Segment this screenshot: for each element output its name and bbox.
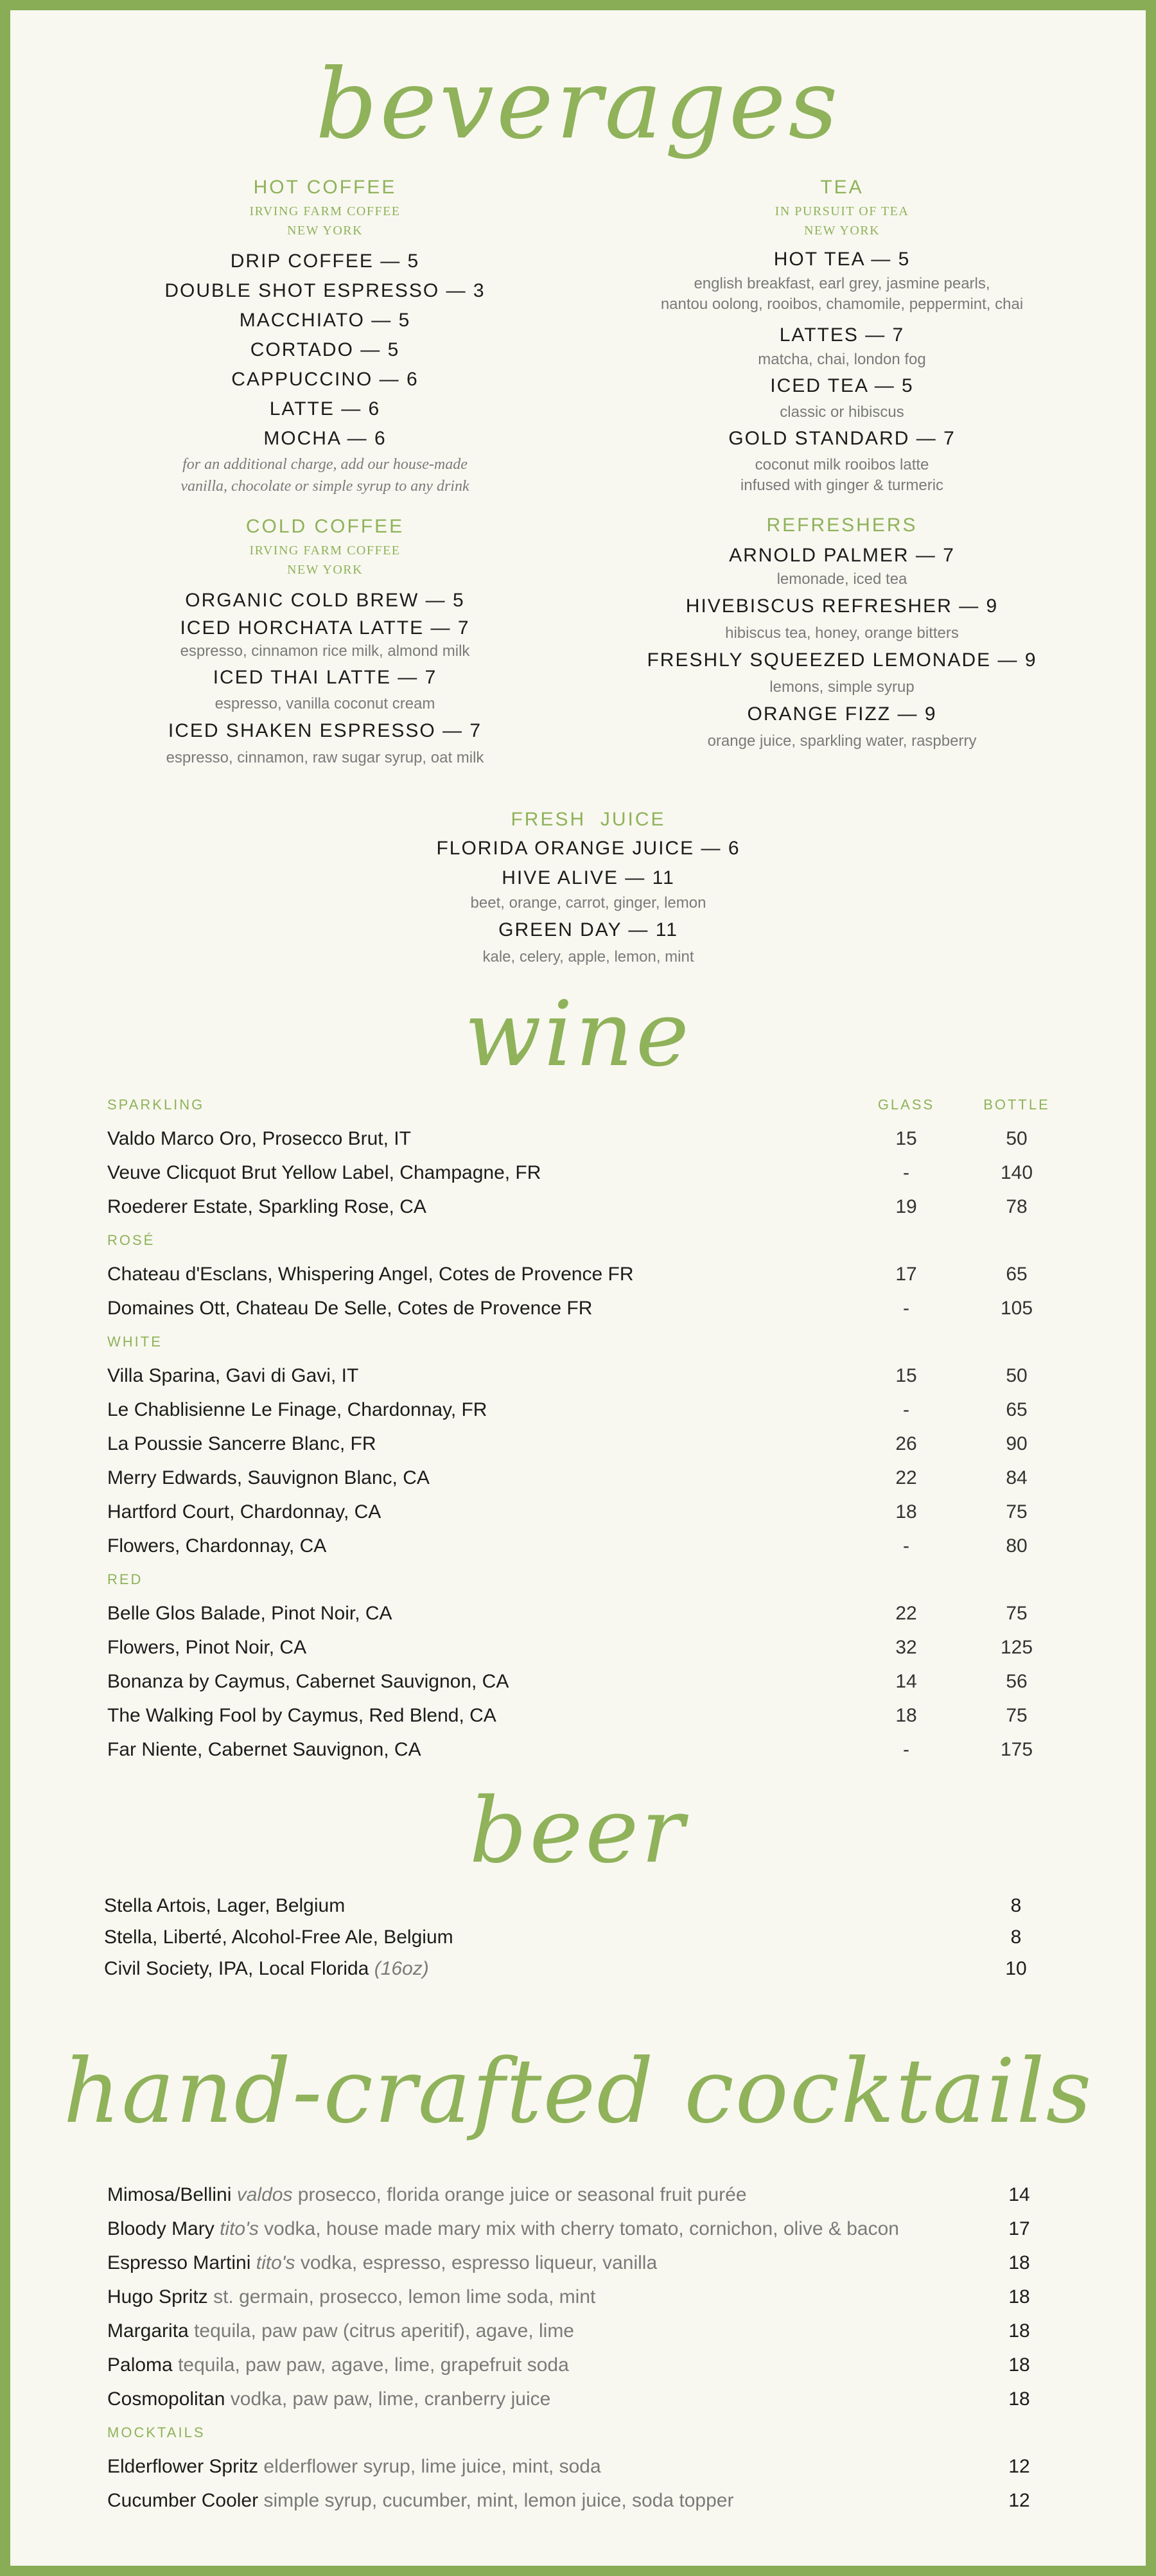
wine-name: Far Niente, Cabernet Sauvignon, CA xyxy=(107,1739,421,1760)
fresh-juice-section xyxy=(331,806,845,967)
fresh-juice-heading: FRESH JUICE xyxy=(511,809,666,830)
cocktail-row xyxy=(107,2280,1058,2314)
bottle-price: 90 xyxy=(1006,1433,1028,1454)
hot-coffee-section xyxy=(107,173,543,768)
menu-item: CORTADO — 5 xyxy=(250,339,400,360)
wine-row xyxy=(107,1596,1058,1630)
mocktail-row xyxy=(107,2449,1058,2483)
wine-name: The Walking Fool by Caymus, Red Blend, CA xyxy=(107,1705,496,1726)
cocktail-row xyxy=(107,2314,1058,2348)
menu-item-desc: lemons, simple syrup xyxy=(769,678,915,696)
hot-coffee-note: for an additional charge, add our house-made xyxy=(182,456,468,473)
wine-category-red xyxy=(107,1563,1058,1596)
bottle-price: 75 xyxy=(1006,1501,1028,1522)
wine-row xyxy=(107,1664,1058,1698)
wine-category-rose xyxy=(107,1224,1058,1257)
menu-item-desc: espresso, cinnamon rice milk, almond milk xyxy=(180,642,470,660)
cocktail-desc: st. germain, prosecco, lemon lime soda, mint xyxy=(213,2286,596,2307)
cocktail-price: 14 xyxy=(1008,2184,1030,2205)
wine-name: Le Chablisienne Le Finage, Chardonnay, FR xyxy=(107,1399,487,1420)
beer-size: (16oz) xyxy=(374,1958,429,1979)
wine-row xyxy=(107,1291,1058,1325)
menu-item-desc: classic or hibiscus xyxy=(780,403,904,421)
glass-price: 32 xyxy=(895,1637,917,1658)
bottle-price: 175 xyxy=(1000,1739,1033,1760)
menu-item: DRIP COFFEE — 5 xyxy=(230,251,420,272)
hot-coffee-roaster: IRVING FARM COFFEE xyxy=(249,204,401,218)
cocktail-name: Margarita xyxy=(107,2320,189,2342)
cocktail-desc: vodka, espresso, espresso liqueur, vanilla xyxy=(300,2252,658,2273)
cocktail-price: 18 xyxy=(1008,2286,1030,2307)
menu-item: GOLD STANDARD — 7 xyxy=(728,428,956,449)
wine-name: Villa Sparina, Gavi di Gavi, IT xyxy=(107,1365,359,1386)
cold-coffee-location: NEW YORK xyxy=(286,563,363,577)
cocktail-brand: valdos xyxy=(236,2184,293,2205)
menu-item-desc: orange juice, sparkling water, raspberry xyxy=(707,732,977,750)
bottle-price: 65 xyxy=(1006,1399,1028,1420)
beer-row xyxy=(104,1921,1055,1953)
menu-item-desc: lemonade, iced tea xyxy=(776,570,907,588)
wine-row xyxy=(107,1461,1058,1495)
menu-item-desc: english breakfast, earl grey, jasmine pearls, xyxy=(694,275,990,292)
glass-price: 14 xyxy=(895,1671,917,1692)
cocktail-price: 18 xyxy=(1008,2354,1030,2376)
tea-supplier: IN PURSUIT OF TEA xyxy=(775,204,909,218)
glass-price: 18 xyxy=(895,1705,917,1726)
glass-price: 22 xyxy=(895,1467,917,1488)
glass-price: 15 xyxy=(895,1128,917,1149)
beverages-title: beverages xyxy=(315,49,841,161)
mocktail-name: Elderflower Spritz xyxy=(107,2456,259,2477)
menu-item-desc: nantou oolong, rooibos, chamomile, peppermint, chai xyxy=(660,296,1024,313)
wine-title: wine xyxy=(464,982,692,1087)
mocktail-desc: simple syrup, cucumber, mint, lemon juice, soda topper xyxy=(263,2490,734,2511)
bottle-column-header: BOTTLE xyxy=(983,1097,1050,1113)
glass-price: 15 xyxy=(895,1365,917,1386)
menu-item: FRESHLY SQUEEZED LEMONADE — 9 xyxy=(647,649,1037,671)
hot-coffee-heading: HOT COFFEE xyxy=(253,177,397,198)
beer-title: beer xyxy=(469,1779,687,1883)
menu-item: LATTES — 7 xyxy=(779,324,905,346)
bottle-price: 75 xyxy=(1006,1705,1028,1726)
refreshers-heading: REFRESHERS xyxy=(766,515,918,536)
menu-item: ICED THAI LATTE — 7 xyxy=(213,667,437,688)
wine-category-sparkling xyxy=(107,1088,1058,1122)
category-label: WHITE xyxy=(107,1334,162,1350)
mocktail-desc: elderflower syrup, lime juice, mint, soda xyxy=(263,2456,601,2477)
wine-name: Flowers, Chardonnay, CA xyxy=(107,1535,327,1557)
bottle-price: 50 xyxy=(1006,1365,1028,1386)
cocktail-row xyxy=(107,2246,1058,2280)
cocktail-desc: prosecco, florida orange juice or seasonal fruit purée xyxy=(297,2184,747,2205)
mocktails-heading xyxy=(107,2416,1058,2449)
wine-name: Veuve Clicquot Brut Yellow Label, Champagne, FR xyxy=(107,1162,541,1183)
menu-item: DOUBLE SHOT ESPRESSO — 3 xyxy=(164,280,486,301)
menu-item: ARNOLD PALMER — 7 xyxy=(729,545,955,566)
bottle-price: 75 xyxy=(1006,1603,1028,1624)
glass-price: - xyxy=(903,1298,909,1319)
wine-name: Hartford Court, Chardonnay, CA xyxy=(107,1501,381,1522)
menu-item-desc: beet, orange, carrot, ginger, lemon xyxy=(470,894,706,912)
bottle-price: 78 xyxy=(1006,1196,1028,1217)
menu-item: HOT TEA — 5 xyxy=(773,249,911,270)
wine-row xyxy=(107,1257,1058,1291)
category-label: MOCKTAILS xyxy=(107,2424,206,2440)
glass-price: - xyxy=(903,1535,909,1557)
tea-location: NEW YORK xyxy=(803,224,880,238)
menu-item: ICED TEA — 5 xyxy=(770,375,914,396)
wine-row xyxy=(107,1359,1058,1393)
menu-item: LATTE — 6 xyxy=(269,398,381,419)
wine-row xyxy=(107,1190,1058,1224)
cocktail-row xyxy=(107,2382,1058,2416)
wine-row xyxy=(107,1529,1058,1563)
wine-row xyxy=(107,1122,1058,1156)
beer-name: Stella, Liberté, Alcohol-Free Ale, Belgium xyxy=(104,1927,453,1948)
cocktail-desc: tequila, paw paw (citrus aperitif), agave, lime xyxy=(194,2320,574,2342)
glass-price: - xyxy=(903,1399,909,1420)
beer-row xyxy=(104,1953,1055,1984)
cocktail-name: Mimosa/Bellini xyxy=(107,2184,232,2205)
cocktail-price: 18 xyxy=(1008,2252,1030,2273)
category-label: SPARKLING xyxy=(107,1097,205,1113)
cocktail-row xyxy=(107,2348,1058,2382)
category-label: ROSÉ xyxy=(107,1232,155,1248)
glass-price: - xyxy=(903,1162,909,1183)
cocktail-name: Hugo Spritz xyxy=(107,2286,208,2307)
wine-name: Belle Glos Balade, Pinot Noir, CA xyxy=(107,1603,392,1624)
bottle-price: 50 xyxy=(1006,1128,1028,1149)
glass-price: 18 xyxy=(895,1501,917,1522)
beer-name: Stella Artois, Lager, Belgium xyxy=(104,1895,346,1916)
beer-row xyxy=(104,1890,1055,1921)
menu-item-desc: hibiscus tea, honey, orange bitters xyxy=(725,624,959,642)
cocktail-brand: tito's xyxy=(256,2252,295,2273)
wine-name: Roederer Estate, Sparkling Rose, CA xyxy=(107,1196,426,1217)
cocktail-row xyxy=(107,2178,1058,2212)
wine-list xyxy=(107,1088,1058,1767)
cocktail-desc: vodka, paw paw, lime, cranberry juice xyxy=(230,2388,551,2410)
wine-row xyxy=(107,1427,1058,1461)
menu-item: FLORIDA ORANGE JUICE — 6 xyxy=(436,838,740,859)
menu-item: GREEN DAY — 11 xyxy=(498,919,678,940)
wine-row xyxy=(107,1698,1058,1733)
tea-section xyxy=(611,173,1073,752)
glass-price: 22 xyxy=(895,1603,917,1624)
mocktail-price: 12 xyxy=(1008,2490,1030,2511)
cold-coffee-roaster: IRVING FARM COFFEE xyxy=(249,543,401,558)
cocktail-desc: vodka, house made mary mix with cherry tomato, cornichon, olive & bacon xyxy=(264,2218,899,2239)
beer-name: Civil Society, IPA, Local Florida xyxy=(104,1958,369,1979)
hot-coffee-location: NEW YORK xyxy=(286,224,363,238)
category-label: RED xyxy=(107,1571,143,1587)
menu-item-desc: espresso, cinnamon, raw sugar syrup, oat milk xyxy=(166,749,484,766)
cocktail-name: Paloma xyxy=(107,2354,173,2376)
mocktail-price: 12 xyxy=(1008,2456,1030,2477)
menu-item: MACCHIATO — 5 xyxy=(239,310,411,331)
bottle-price: 105 xyxy=(1000,1298,1033,1319)
cocktail-price: 17 xyxy=(1008,2218,1030,2239)
beer-list xyxy=(104,1890,1055,1984)
beer-price: 8 xyxy=(1010,1927,1022,1948)
bottle-price: 65 xyxy=(1006,1264,1028,1285)
cocktail-price: 18 xyxy=(1008,2388,1030,2410)
mocktail-name: Cucumber Cooler xyxy=(107,2490,259,2511)
wine-name: Valdo Marco Oro, Prosecco Brut, IT xyxy=(107,1128,411,1149)
menu-item-desc: infused with ginger & turmeric xyxy=(740,477,944,494)
menu-item: CAPPUCCINO — 6 xyxy=(231,369,419,390)
wine-name: Chateau d'Esclans, Whispering Angel, Cotes de Provence FR xyxy=(107,1264,634,1285)
wine-name: Flowers, Pinot Noir, CA xyxy=(107,1637,307,1658)
menu-item: ORANGE FIZZ — 9 xyxy=(747,703,937,725)
beer-price: 8 xyxy=(1010,1895,1022,1916)
menu-item: ORGANIC COLD BREW — 5 xyxy=(185,590,465,611)
cocktail-name: Espresso Martini xyxy=(107,2252,251,2273)
wine-category-white xyxy=(107,1325,1058,1359)
menu-item: MOCHA — 6 xyxy=(263,428,387,449)
menu-item: HIVEBISCUS REFRESHER — 9 xyxy=(685,595,999,617)
glass-column-header: GLASS xyxy=(877,1097,935,1113)
cocktail-list xyxy=(107,2178,1058,2518)
menu-item: HIVE ALIVE — 11 xyxy=(502,867,675,888)
bottle-price: 56 xyxy=(1006,1671,1028,1692)
wine-name: Bonanza by Caymus, Cabernet Sauvignon, CA xyxy=(107,1671,509,1692)
glass-price: 19 xyxy=(895,1196,917,1217)
cocktail-name: Bloody Mary xyxy=(107,2218,215,2239)
mocktail-row xyxy=(107,2483,1058,2518)
cocktail-brand: tito's xyxy=(220,2218,259,2239)
wine-row xyxy=(107,1630,1058,1664)
menu-page xyxy=(10,10,1146,2566)
cocktail-desc: tequila, paw paw, agave, lime, grapefruit soda xyxy=(178,2354,569,2376)
cocktails-title: hand-crafted cocktails xyxy=(63,2040,1093,2143)
wine-name: La Poussie Sancerre Blanc, FR xyxy=(107,1433,376,1454)
menu-item: ICED HORCHATA LATTE — 7 xyxy=(180,617,470,639)
cocktail-row xyxy=(107,2212,1058,2246)
cocktail-price: 18 xyxy=(1008,2320,1030,2342)
glass-price: 26 xyxy=(895,1433,917,1454)
wine-row xyxy=(107,1495,1058,1529)
wine-name: Domaines Ott, Chateau De Selle, Cotes de Provence FR xyxy=(107,1298,593,1319)
bottle-price: 125 xyxy=(1000,1637,1033,1658)
glass-price: 17 xyxy=(895,1264,917,1285)
bottle-price: 80 xyxy=(1006,1535,1028,1557)
bottle-price: 84 xyxy=(1006,1467,1028,1488)
glass-price: - xyxy=(903,1739,909,1760)
tea-heading: TEA xyxy=(820,177,864,198)
cocktail-name: Cosmopolitan xyxy=(107,2388,225,2410)
wine-row xyxy=(107,1156,1058,1190)
wine-row xyxy=(107,1733,1058,1767)
menu-item: ICED SHAKEN ESPRESSO — 7 xyxy=(168,720,482,741)
menu-item-desc: kale, celery, apple, lemon, mint xyxy=(482,948,694,966)
menu-item-desc: coconut milk rooibos latte xyxy=(755,456,929,473)
bottle-price: 140 xyxy=(1000,1162,1033,1183)
menu-item-desc: matcha, chai, london fog xyxy=(758,351,926,368)
menu-item-desc: espresso, vanilla coconut cream xyxy=(215,695,435,712)
wine-name: Merry Edwards, Sauvignon Blanc, CA xyxy=(107,1467,430,1488)
wine-row xyxy=(107,1393,1058,1427)
cold-coffee-heading: COLD COFFEE xyxy=(245,516,405,537)
beer-price: 10 xyxy=(1005,1958,1027,1979)
hot-coffee-note: vanilla, chocolate or simple syrup to any drink xyxy=(180,478,469,495)
